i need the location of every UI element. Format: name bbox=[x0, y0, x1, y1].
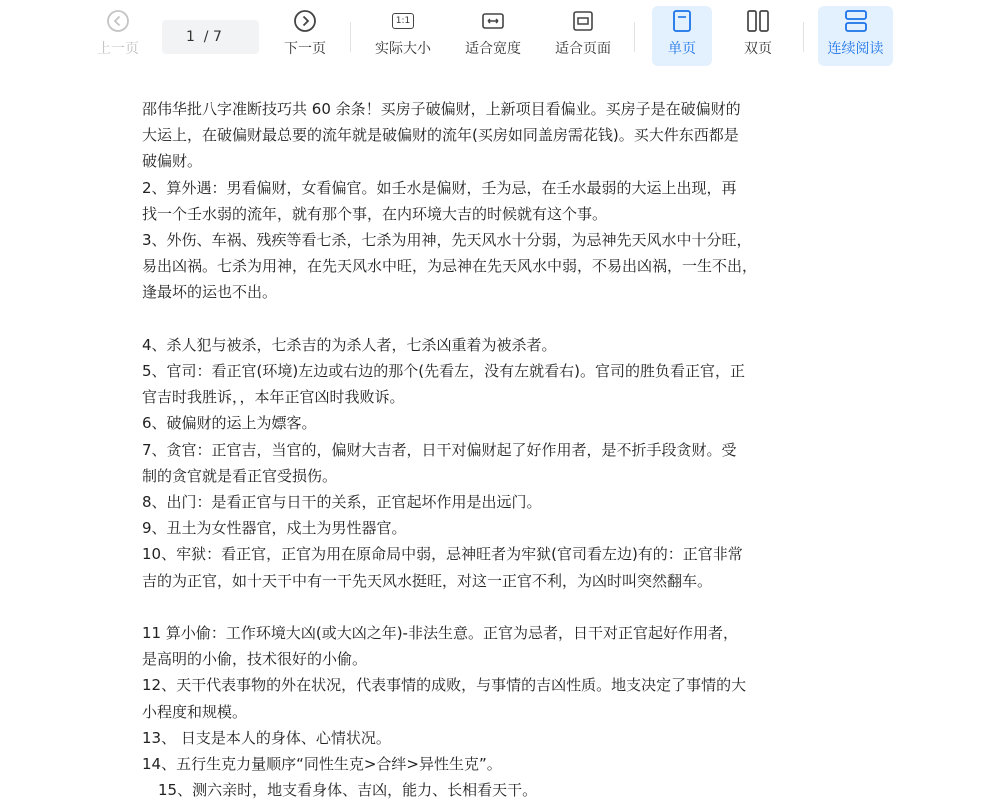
fit-width-icon bbox=[481, 6, 505, 36]
document-line: 13、 日支是本人的身体、心情状况。 bbox=[142, 728, 391, 747]
page-indicator-text: 1 / 7 bbox=[186, 29, 222, 45]
next-page-label: 下一页 bbox=[284, 41, 326, 57]
document-line: 大运上，在破偏财最总要的流年就是破偏财的流年(买房如同盖房需花钱)。买大件东西都是 bbox=[142, 126, 739, 145]
continuous-reading-icon bbox=[844, 6, 868, 36]
fit-width-label: 适合宽度 bbox=[465, 41, 521, 57]
double-page-button[interactable] bbox=[728, 6, 788, 66]
document-line: 吉的为正官，如十天干中有一干先天风水挺旺，对这一正官不利，为凶时叫突然翻车。 bbox=[142, 571, 713, 590]
blank-line bbox=[142, 306, 842, 332]
document-line: 9、丑土为女性器官，戍土为男性器官。 bbox=[142, 519, 407, 538]
continuous-reading-button[interactable] bbox=[818, 6, 893, 66]
document-line: 8、出门：是看正官与日干的关系，正官起坏作用是出远门。 bbox=[142, 493, 542, 512]
document-line: 2、算外遇：男看偏财，女看偏官。如壬水是偏财，壬为忌，在壬水最弱的大运上出现，再 bbox=[142, 178, 737, 197]
toolbar-divider bbox=[803, 22, 804, 52]
document-line: 15、测六亲时，地支看身体、吉凶，能力、长相看天干。 bbox=[158, 781, 538, 800]
prev-circle-icon bbox=[106, 6, 130, 36]
single-page-label: 单页 bbox=[668, 41, 696, 57]
document-line: 11 算小偷：工作环境大凶(或大凶之年)-非法生意。正官为忌者，日干对正官起好作用者， bbox=[142, 624, 738, 643]
document-line: 10、牢狱：看正官，正官为用在原命局中弱，忌神旺者为牢狱(官司看左边)有的：正官非常 bbox=[142, 545, 743, 564]
double-page-icon bbox=[746, 6, 770, 36]
document-line: 小程度和规模。 bbox=[142, 702, 248, 721]
document-line: 破偏财。 bbox=[142, 152, 203, 171]
toolbar-divider bbox=[350, 22, 351, 52]
double-page-label: 双页 bbox=[744, 41, 772, 57]
document-line: 找一个壬水弱的流年，就有那个事，在内环境大吉的时候就有这个事。 bbox=[142, 204, 608, 223]
document-line: 逢最坏的运也不出。 bbox=[142, 283, 278, 302]
document-line: 14、五行生克力量顺序“同性生克>合绊>异性生克”。 bbox=[142, 755, 502, 774]
toolbar-divider bbox=[634, 22, 635, 52]
single-page-icon bbox=[672, 6, 692, 36]
next-circle-icon bbox=[293, 6, 317, 36]
document-line: 邵伟华批八字准断技巧共 60 余条！买房子破偏财，上新项目看偏业。买房子是在破偏财的 bbox=[142, 100, 741, 118]
next-page-button[interactable] bbox=[277, 6, 333, 66]
document-line: 12、天干代表事物的外在状况，代表事情的成败，与事情的吉凶性质。地支决定了事情的大 bbox=[142, 676, 747, 695]
fit-page-label: 适合页面 bbox=[555, 41, 611, 57]
document-line: 4、杀人犯与被杀，七杀吉的为杀人者，七杀凶重着为被杀者。 bbox=[142, 335, 557, 354]
document-line: 易出凶祸。七杀为用神，在先天风水中旺，为忌神在先天风水中弱，不易出凶祸，一生不出， bbox=[142, 257, 758, 276]
document-line: 5、官司：看正官(环境)左边或右边的那个(先看左，没有左就看右)。官司的胜负看正官，正 bbox=[142, 362, 745, 381]
fit-page-icon bbox=[571, 6, 595, 36]
page-number-input[interactable] bbox=[162, 20, 259, 54]
prev-page-label: 上一页 bbox=[97, 41, 139, 57]
document-page-content bbox=[142, 96, 842, 803]
document-line: 是高明的小偷，技术很好的小偷。 bbox=[142, 650, 368, 669]
document-line: 6、破偏财的运上为嫖客。 bbox=[142, 414, 317, 433]
actual-size-icon: 1:1 bbox=[392, 6, 414, 36]
document-line: 制的贪官就是看正官受损伤。 bbox=[142, 466, 338, 485]
document-line: 官吉时我胜诉，，本年正官凶时我败诉。 bbox=[142, 388, 405, 407]
actual-size-button[interactable] bbox=[368, 6, 438, 66]
continuous-reading-label: 连续阅读 bbox=[827, 41, 884, 57]
fit-page-button[interactable] bbox=[548, 6, 618, 66]
actual-size-label: 实际大小 bbox=[375, 41, 431, 57]
viewer-toolbar bbox=[0, 0, 981, 80]
single-page-button[interactable] bbox=[652, 6, 712, 66]
document-line: 7、贪官：正官吉，当官的，偏财大吉者，日干对偏财起了好作用者，是不折手段贪财。受 bbox=[142, 440, 737, 459]
fit-width-button[interactable] bbox=[458, 6, 528, 66]
document-line: 3、外伤、车祸、残疾等看七杀，七杀为用神，先天风水十分弱，为忌神先天风水中十分旺， bbox=[142, 231, 752, 250]
prev-page-button[interactable] bbox=[90, 6, 146, 66]
blank-line bbox=[142, 594, 842, 620]
